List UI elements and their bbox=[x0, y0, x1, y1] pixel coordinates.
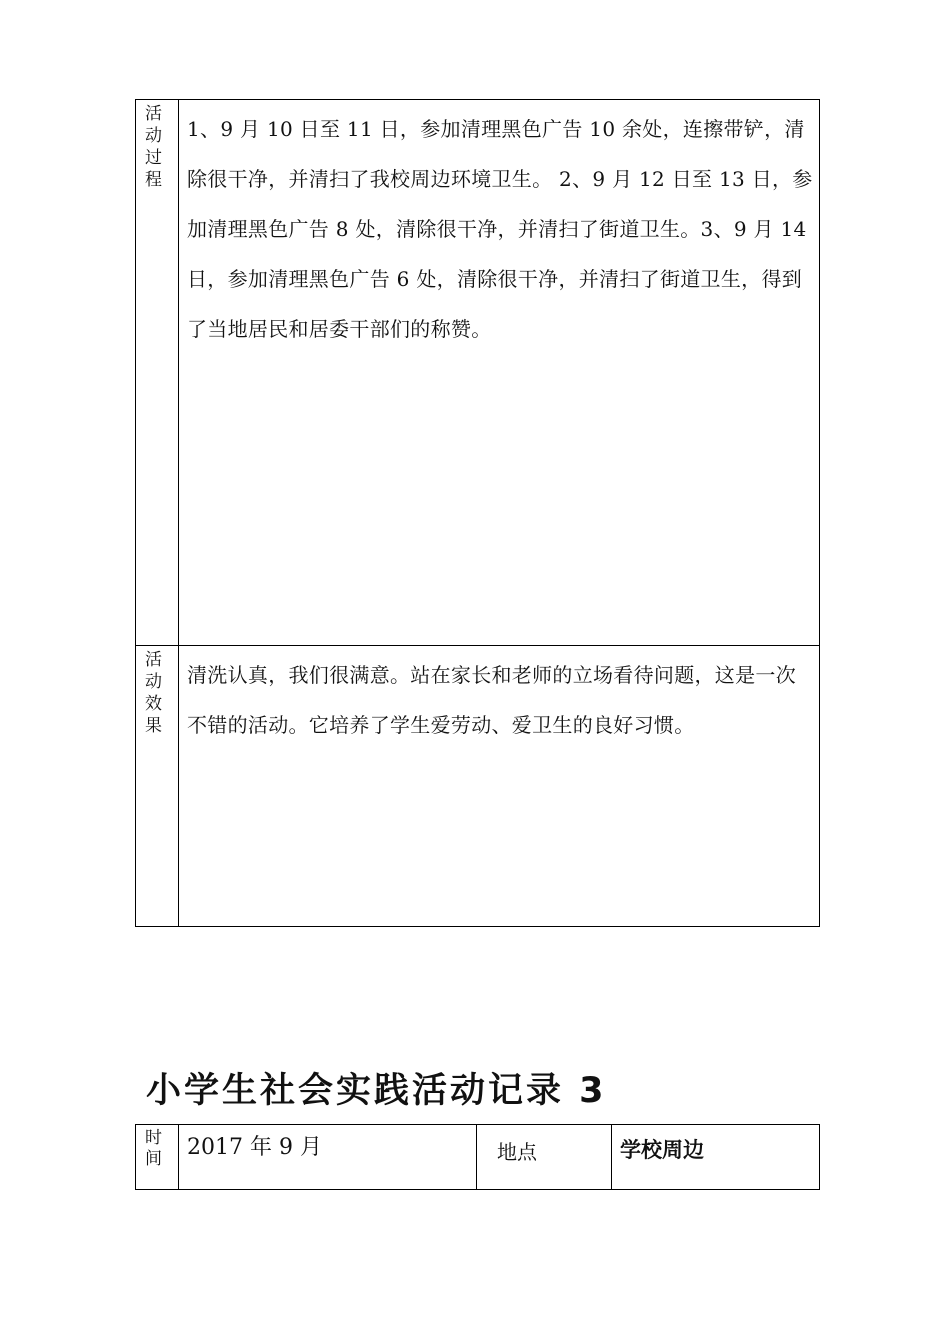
time-label-text: 时间 bbox=[145, 1128, 162, 1169]
place-value: 学校周边 bbox=[620, 1138, 704, 1162]
activity-process-label bbox=[136, 100, 179, 645]
activity-effect-label-text: 活动效果 bbox=[145, 650, 162, 736]
activity-process-row bbox=[136, 100, 819, 646]
activity-effect-row bbox=[136, 646, 819, 926]
activity-process-text: 1、9 月 10 日至 11 日，参加清理黑色广告 10 余处，连擦带铲，清除很干净，并清扫了我校周边环境卫生。 2、9 月 12 日至 13 日，参加清理黑色广告 8 处，清除很干净，并清扫了街道卫生。3、9 月 14 日，参加清理黑色广告 6 处，清除很干净，并清扫了街道卫生，得到了当地居民和居委干部们的称赞。 bbox=[187, 117, 813, 341]
place-label: 地点 bbox=[477, 1125, 612, 1189]
activity-process-label-text: 活动过程 bbox=[145, 104, 162, 190]
activity-effect-label bbox=[136, 646, 179, 926]
activity-effect-text: 清洗认真，我们很满意。站在家长和老师的立场看待问题，这是一次不错的活动。它培养了学生爱劳动、爱卫生的良好习惯。 bbox=[187, 663, 796, 737]
activity-record-table bbox=[135, 99, 820, 927]
time-label bbox=[136, 1125, 179, 1189]
section-title: 小学生社会实践活动记录 3 bbox=[146, 1071, 607, 1111]
activity-info-table bbox=[135, 1124, 820, 1190]
time-value: 2017 年 9 月 bbox=[179, 1125, 477, 1189]
